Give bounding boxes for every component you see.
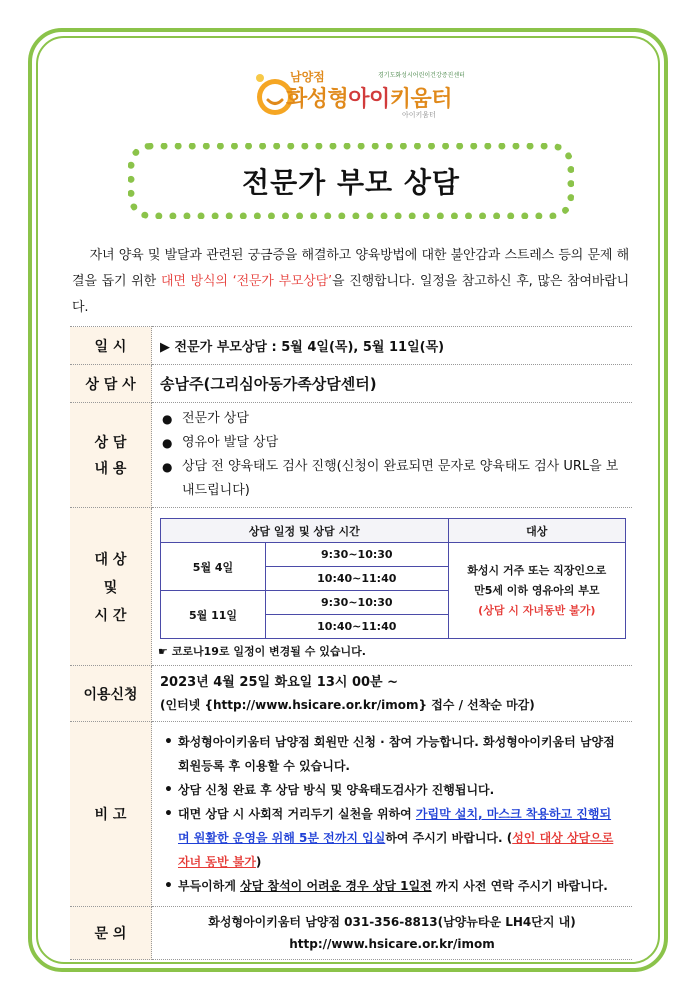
label-counselor: 상 담 사: [70, 365, 152, 403]
logo-sub: 아이키움터: [402, 111, 436, 119]
apply-value: 2023년 4월 25일 화요일 13시 00분 ~ (인터넷 {http://www.hsicare.or.kr/imom} 접수 / 선착순 마감): [152, 666, 633, 722]
target-note: (상담 시 자녀동반 불가): [478, 603, 596, 617]
contact-value: 화성형아이키움터 남양점 031-356-8813(남양뉴타운 LH4단지 내) http://www.hsicare.or.kr/imom: [152, 907, 633, 960]
label-contact: 문 의: [70, 907, 152, 960]
contact-url: http://www.hsicare.or.kr/imom: [289, 937, 495, 951]
page-title: 전문가 부모 상담: [242, 166, 460, 199]
logo-org: 경기도화성시어린이건강증진센터: [378, 72, 465, 79]
info-table: [70, 326, 632, 960]
title-box: [128, 143, 574, 219]
schedule-header: 상담 일정 및 상담 시간: [161, 519, 449, 543]
remarks-value: [152, 722, 633, 907]
logo-name: 화성형아이키움터: [286, 87, 453, 112]
list-item: ● 영유아 발달 상담: [160, 431, 624, 455]
schedule-time: 10:40~11:40: [266, 615, 449, 639]
covid-note: ☛ 코로나19로 일정이 변경될 수 있습니다.: [158, 645, 366, 658]
list-item: • 상담 신청 완료 후 상담 방식 및 양육태도검사가 진행됩니다.: [162, 778, 622, 802]
content-list: [160, 407, 624, 503]
label-apply: 이용신청: [70, 666, 152, 722]
label-date: 일 시: [70, 327, 152, 365]
schedule-table: [160, 518, 626, 639]
schedule-date: 5월 11일: [161, 591, 266, 639]
remarks-link-text: 가림막 설치, 마스크 착용하고 진행되며 원활한 운영을 위해 5분 전까지 입실: [178, 807, 612, 845]
label-content: 상 담 내 용: [70, 403, 152, 508]
schedule-time: 10:40~11:40: [266, 567, 449, 591]
list-item: ● 상담 전 양육태도 검사 진행(신청이 완료되면 문자로 양육태도 검사 URL을 보내드립니다): [160, 455, 624, 503]
target-value: [152, 508, 633, 666]
date-value: ▶ 전문가 부모상담 : 5월 4일(목), 5월 11일(목): [152, 327, 633, 365]
label-remarks: 비 고: [70, 722, 152, 907]
schedule-time: 9:30~10:30: [266, 543, 449, 567]
intro-highlight: 대면 방식의 ‘전문가 부모상담’: [160, 274, 332, 289]
remarks-list: [162, 730, 622, 898]
list-item: • 부득이하게 상담 참석이 어려운 경우 상담 1일전 까지 사전 연락 주시기 바랍니다.: [162, 874, 622, 898]
remarks-warning: 성인 대상 상담으로 자녀 동반 불가: [178, 831, 614, 869]
logo: [250, 66, 470, 126]
content-value: [152, 403, 633, 508]
list-item: ● 전문가 상담: [160, 407, 624, 431]
target-cell: 화성시 거주 또는 직장인으로 만5세 이하 영유아의 부모 (상담 시 자녀동반 불가): [448, 543, 625, 639]
list-item: • 화성형아이키움터 남양점 회원만 신청 · 참여 가능합니다. 화성형아이키움터 남양점 회원등록 후 이용할 수 있습니다.: [162, 730, 622, 778]
logo-branch: 남양점: [290, 70, 325, 84]
intro-paragraph: 자녀 양육 및 발달과 관련된 궁금증을 해결하고 양육방법에 대한 불안감과 스트레스 등의 문제 해결을 돕기 위한 대면 방식의 ‘전문가 부모상담’을 진행합니다. 일정을 참고하신 후, 많은 참여바랍니다.: [72, 248, 629, 315]
counselor-value: 송남주(그리심아동가족상담센터): [152, 365, 633, 403]
schedule-date: 5월 4일: [161, 543, 266, 591]
list-item: • 대면 상담 시 사회적 거리두기 실천을 위하여 가림막 설치, 마스크 착용하고 진행되며 원활한 운영을 위해 5분 전까지 입실하여 주시기 바랍니다. (성인 대상 상담으로 자녀 동반 불가): [162, 802, 622, 874]
label-target: 대 상 및 시 간: [70, 508, 152, 666]
schedule-time: 9:30~10:30: [266, 591, 449, 615]
target-header: 대상: [448, 519, 625, 543]
